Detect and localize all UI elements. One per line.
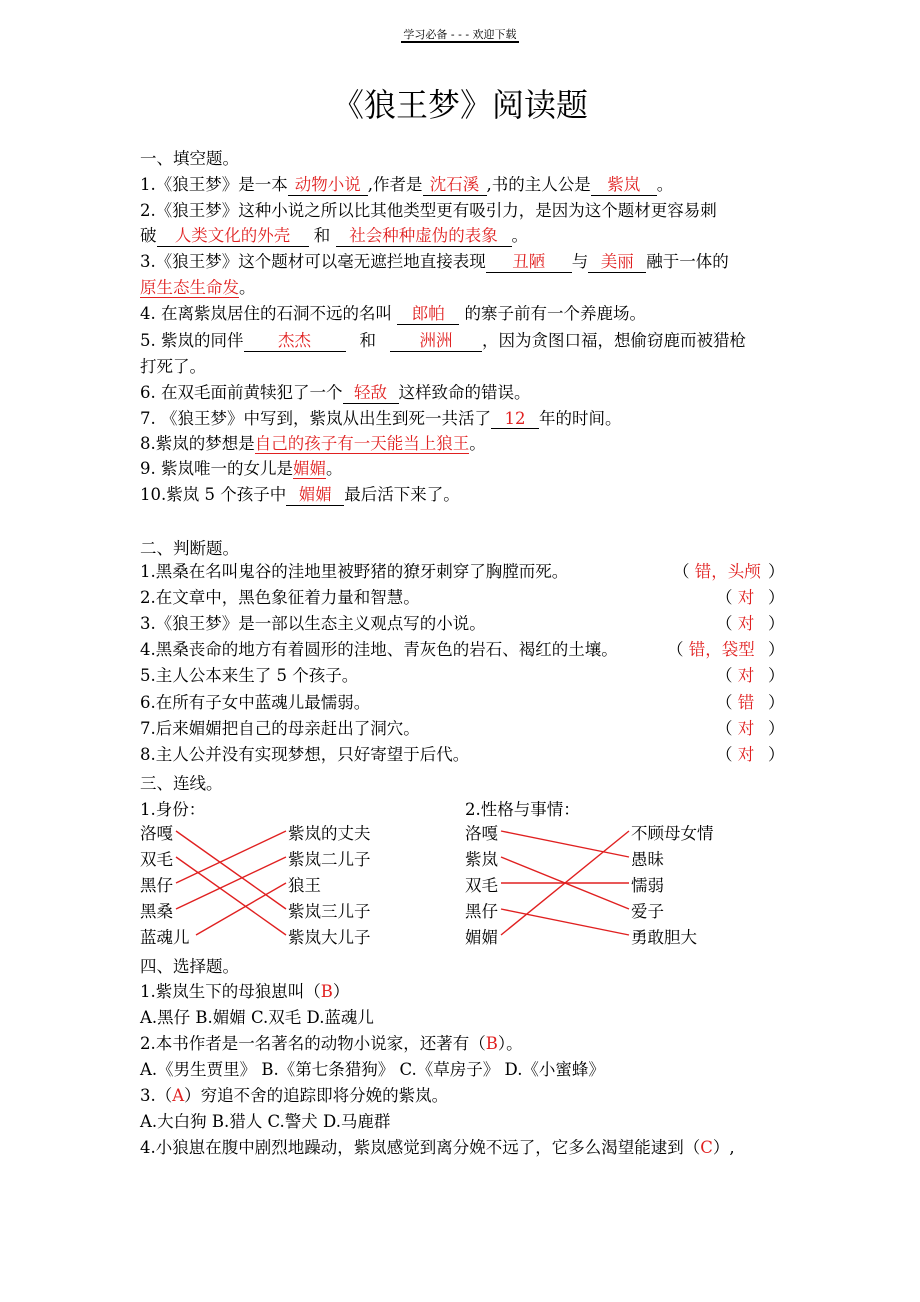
judge-answer-text: 对 (737, 666, 755, 685)
judge-answer-text: 对 (737, 719, 755, 738)
judge-answer: （ 错，袋型 ） (667, 640, 785, 659)
section-heading-match: 三、连线。 (140, 774, 223, 793)
judge-item: 6.在所有子女中蓝魂儿最懦弱。 (140, 693, 371, 712)
judge-item: 2.在文章中，黑色象征着力量和智慧。 (140, 588, 420, 607)
match-link-line (501, 831, 629, 857)
choice-q3-options: A.大白狗 B.猎人 C.警犬 D.马鹿群 (140, 1112, 391, 1131)
match-group1-right-item: 紫岚大儿子 (288, 928, 371, 947)
page-title: 《狼王梦》阅读题 (331, 86, 588, 124)
match-link-line (176, 831, 286, 909)
match-group1-left-item: 双毛 (140, 850, 173, 869)
choice-q3: 3.（A）穷追不舍的追踪即将分娩的紫岚。 (140, 1086, 449, 1105)
fill-q2-line1: 2.《狼王梦》这种小说之所以比其他类型更有吸引力，是因为这个题材更容易刺 (140, 201, 717, 220)
match-group1-left-item: 黑桑 (140, 902, 173, 921)
match-group1-right-item: 狼王 (288, 876, 321, 895)
judge-answer: （ 对 ） (716, 719, 785, 738)
judge-answer-text: 对 (737, 614, 755, 633)
judge-item: 8.主人公并没有实现梦想，只好寄望于后代。 (140, 745, 470, 764)
judge-answer-text: 错，头颅 (694, 562, 761, 581)
match-group2-right-item: 愚昧 (631, 850, 664, 869)
fill-q4: 4. 在离紫岚居住的石洞不远的名叫 郎帕 的寨子前有一个养鹿场。 (140, 300, 646, 325)
judge-item: 7.后来媚媚把自己的母亲赶出了洞穴。 (140, 719, 420, 738)
judge-answer: （ 错，头颅 ） (673, 562, 785, 581)
section-heading-fill: 一、填空题。 (140, 149, 239, 168)
fill-q7: 7. 《狼王梦》中写到，紫岚从出生到死一共活了 12 年的时间。 (140, 409, 622, 428)
match-group2-left-item: 黑仔 (465, 902, 498, 921)
match-group1-right-item: 紫岚的丈夫 (288, 824, 371, 843)
choice-q1-options: A.黑仔 B.媚媚 C.双毛 D.蓝魂儿 (140, 1008, 374, 1027)
judge-answer-text: 对 (737, 588, 755, 607)
fill-q10: 10.紫岚 5 个孩子中 媚媚 最后活下来了。 (140, 481, 460, 506)
section-heading-choice: 四、选择题。 (140, 957, 239, 976)
match-link-line (196, 883, 286, 935)
section-heading-judge: 二、判断题。 (140, 539, 239, 558)
judge-answer-text: 对 (737, 745, 755, 764)
judge-answer: （ 对 ） (716, 745, 785, 764)
fill-q8: 8.紫岚的梦想是自己的孩子有一天能当上狼王。 (140, 434, 486, 453)
match-group1-left-item: 洛嘎 (140, 824, 173, 843)
fill-q1: 1.《狼王梦》是一本 动物小说 ,作者是 沈石溪 ,书的主人公是 紫岚 。 (140, 171, 673, 196)
match-group1-label: 1.身份： (140, 800, 206, 819)
judge-item: 1.黑桑在名叫鬼谷的洼地里被野猪的獠牙刺穿了胸膛而死。 (140, 562, 569, 581)
match-group1-left-item: 蓝魂儿 (140, 928, 190, 947)
judge-answer: （ 对 ） (716, 666, 785, 685)
match-group2-right-item: 勇敢胆大 (631, 928, 697, 947)
choice-q4: 4.小狼崽在腹中剧烈地躁动，紫岚感觉到离分娩不远了，它多么渴望能逮到（C）, (140, 1138, 735, 1157)
choice-q1: 1.紫岚生下的母狼崽叫（B） (140, 982, 350, 1001)
match-link-line (176, 857, 286, 935)
choice-q2: 2.本书作者是一名著名的动物小说家，还著有（B）。 (140, 1034, 523, 1053)
judge-item: 4.黑桑丧命的地方有着圆形的洼地、青灰色的岩石、褐红的土壤。 (140, 640, 618, 659)
fill-q9: 9. 紫岚唯一的女儿是媚媚。 (140, 459, 343, 478)
judge-item: 5.主人公本来生了 5 个孩子。 (140, 666, 359, 685)
match-link-line (501, 909, 629, 935)
match-group2-left-item: 双毛 (465, 876, 498, 895)
match-group2-left-item: 紫岚 (465, 850, 498, 869)
judge-answer-text: 错，袋型 (688, 640, 755, 659)
match-group1-right-item: 紫岚三儿子 (288, 902, 371, 921)
fill-q3-line1: 3.《狼王梦》这个题材可以毫无遮拦地直接表现 丑陋 与 美丽 融于一体的 (140, 248, 729, 273)
judge-item: 3.《狼王梦》是一部以生态主义观点写的小说。 (140, 614, 486, 633)
judge-answer-text: 错 (737, 693, 755, 712)
fill-q3-line2: 原生态生命发。 (140, 278, 256, 297)
match-group2-label: 2.性格与事情： (465, 800, 580, 819)
judge-answer: （ 对 ） (716, 588, 785, 607)
match-link-line (176, 857, 286, 909)
fill-q5-line1: 5. 紫岚的同伴 杰杰 和 洲洲 ，因为贪图口福，想偷窃鹿而被猎枪 (140, 327, 746, 352)
match-group2-right-item: 懦弱 (631, 876, 664, 895)
judge-answer: （ 对 ） (716, 614, 785, 633)
match-group2-left-item: 洛嘎 (465, 824, 498, 843)
judge-answer: （ 错 ） (716, 693, 785, 712)
match-group2-right-item: 爱子 (631, 902, 664, 921)
fill-q6: 6. 在双毛面前黄犊犯了一个 轻敌 这样致命的错误。 (140, 379, 531, 404)
match-group1-right-item: 紫岚二儿子 (288, 850, 371, 869)
page-header: 学习必备 - - - 欢迎下载 (403, 28, 517, 41)
match-group2-left-item: 媚媚 (465, 928, 498, 947)
match-link-line (176, 831, 286, 883)
fill-q2-line2: 破 人类文化的外壳 和 社会种种虚伪的表象 。 (140, 222, 528, 247)
choice-q2-options: A.《男生贾里》 B.《第七条猎狗》 C.《草房子》 D.《小蜜蜂》 (140, 1060, 605, 1079)
fill-q5-line2: 打死了。 (140, 357, 206, 376)
match-group1-left-item: 黑仔 (140, 876, 173, 895)
match-group2-right-item: 不顾母女情 (631, 824, 714, 843)
